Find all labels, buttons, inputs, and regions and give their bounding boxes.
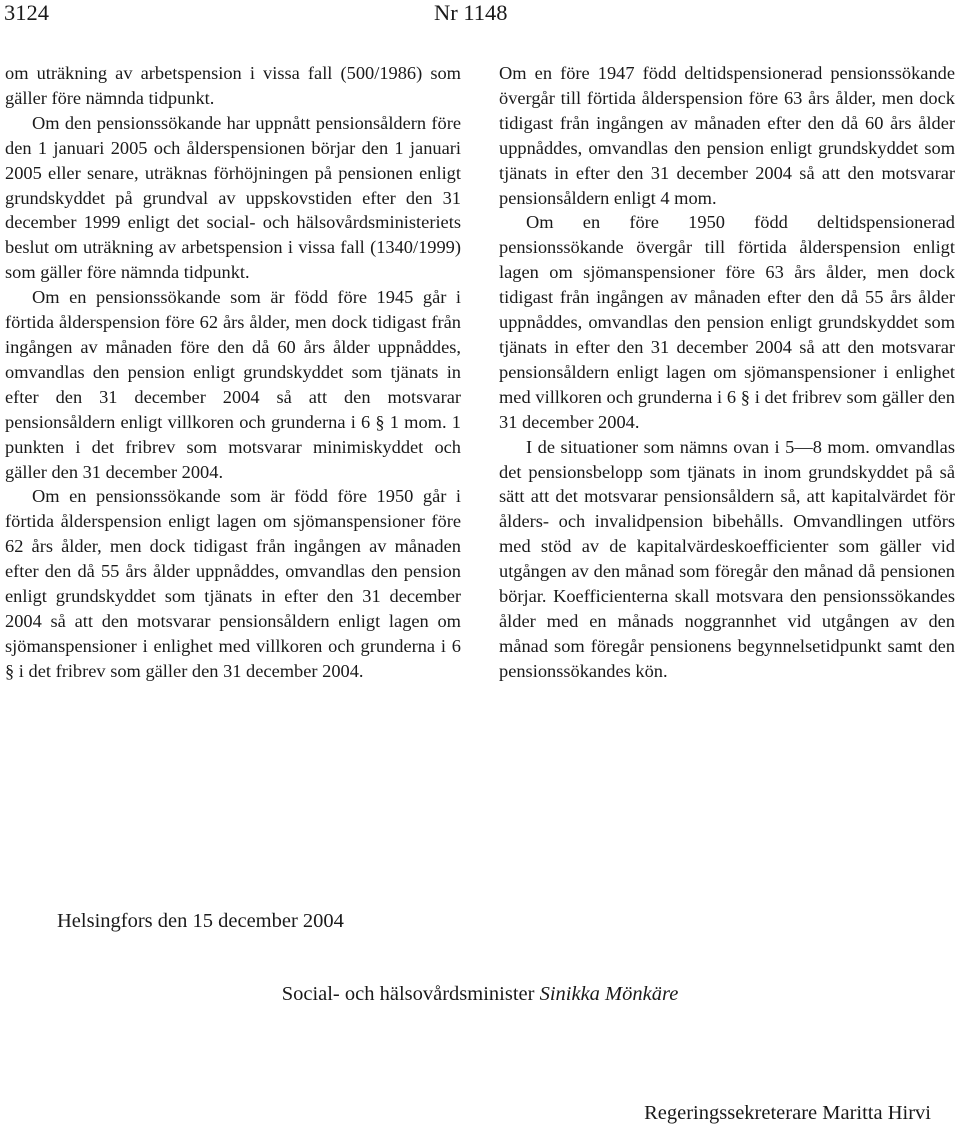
paragraph: Om en pensionssökande som är född före 1945 går i förtida ålderspension före 62 års ålder, men dock tidigast från ingången av månaden före den då 60 års ålder uppnåddes, omvandlas den pension enligt grundskyddet som tjänats in efter den 31 december 2004 så att den motsvarar pensionsåldern enligt villkoren och grunderna i 6 § 1 mom. 1 punkten i det fribrev som motsvarar minimiskyddet och gäller den 31 december 2004.: [5, 287, 461, 482]
issue-number: Nr 1148: [434, 0, 508, 25]
signoff-minister: [0, 981, 960, 1007]
minister-title: Social- och hälsovårdsminister: [281, 983, 535, 1005]
minister-name: Sinikka Mönkäre: [539, 983, 679, 1005]
signoff-place-date: Helsingfors den 15 december 2004: [57, 910, 344, 932]
paragraph: om uträkning av arbetspension i vissa fall (500/1986) som gäller före nämnda tidpunkt.: [5, 63, 461, 108]
page-number: 3124: [4, 0, 49, 25]
paragraph: I de situationer som nämns ovan i 5—8 mom. omvandlas det pensionsbelopp som tjänats in inom grundskyddet på så sätt att det motsvarar pensionsåldern så, att kapitalvärdet för ålders- och invalidpension bibehålls. Omvandlingen utförs med stöd av de kapitalvärdeskoefficienter som gäller vid utgången av den månad som föregår den månad då pensionen börjar. Koefficienterna skall motsvara den pensionssökandes ålder med en månads noggrannhet vid utgången av den månad som föregår pensionens begynnelsetidpunkt samt den pensionssökandes kön.: [499, 436, 955, 681]
paragraph: Om en pensionssökande som är född före 1950 går i förtida ålderspension enligt lagen om sjömanspensioner före 62 års ålder, men dock tidigast från ingången av månaden efter den då 55 års ålder uppnåddes, omvandlas den pension enligt grundskyddet som tjänats in efter den 31 december 2004 så att den motsvarar pensionsåldern enligt lagen om sjömanspensioner i enlighet med villkoren och grunderna i 6 § i det fribrev som gäller den 31 december 2004.: [5, 486, 461, 681]
paragraph: Om en före 1950 född deltidspensionerad pensionssökande övergår till förtida ålderspension enligt lagen om sjömanspensioner före 63 års ålder, men dock tidigast från ingången av månaden efter den då 55 års ålder uppnåddes, omvandlas den pension enligt grundskyddet som tjänats in efter den 31 december 2004 så att den motsvarar pensionsåldern enligt lagen om sjömanspensioner i enlighet med villkoren och grunderna i 6 § i det fribrev som gäller den 31 december 2004.: [499, 212, 955, 432]
signoff-secretary: Regeringssekreterare Maritta Hirvi: [644, 1102, 931, 1124]
left-column: [5, 61, 461, 684]
right-column: [499, 61, 955, 684]
paragraph: Om en före 1947 född deltidspensionerad pensionssökande övergår till förtida ålderspension före 63 års ålder, men dock tidigast från ingången av månaden efter den då 60 års ålder uppnåddes, omvandlas den pension enligt grundskyddet som tjänats in efter den 31 december 2004 så att den motsvarar pensionsåldern enligt 4 mom.: [499, 63, 955, 208]
paragraph: Om den pensionssökande har uppnått pensionsåldern före den 1 januari 2005 och ålderspensionen börjar den 1 januari 2005 eller senare, uträknas förhöjningen på pensionen enligt grundskyddet på grundval av uppskovstiden efter den 31 december 1999 enligt det social- och hälsovårdsministeriets beslut om uträkning av arbetspension i vissa fall (1340/1999) som gäller före nämnda tidpunkt.: [5, 112, 461, 283]
